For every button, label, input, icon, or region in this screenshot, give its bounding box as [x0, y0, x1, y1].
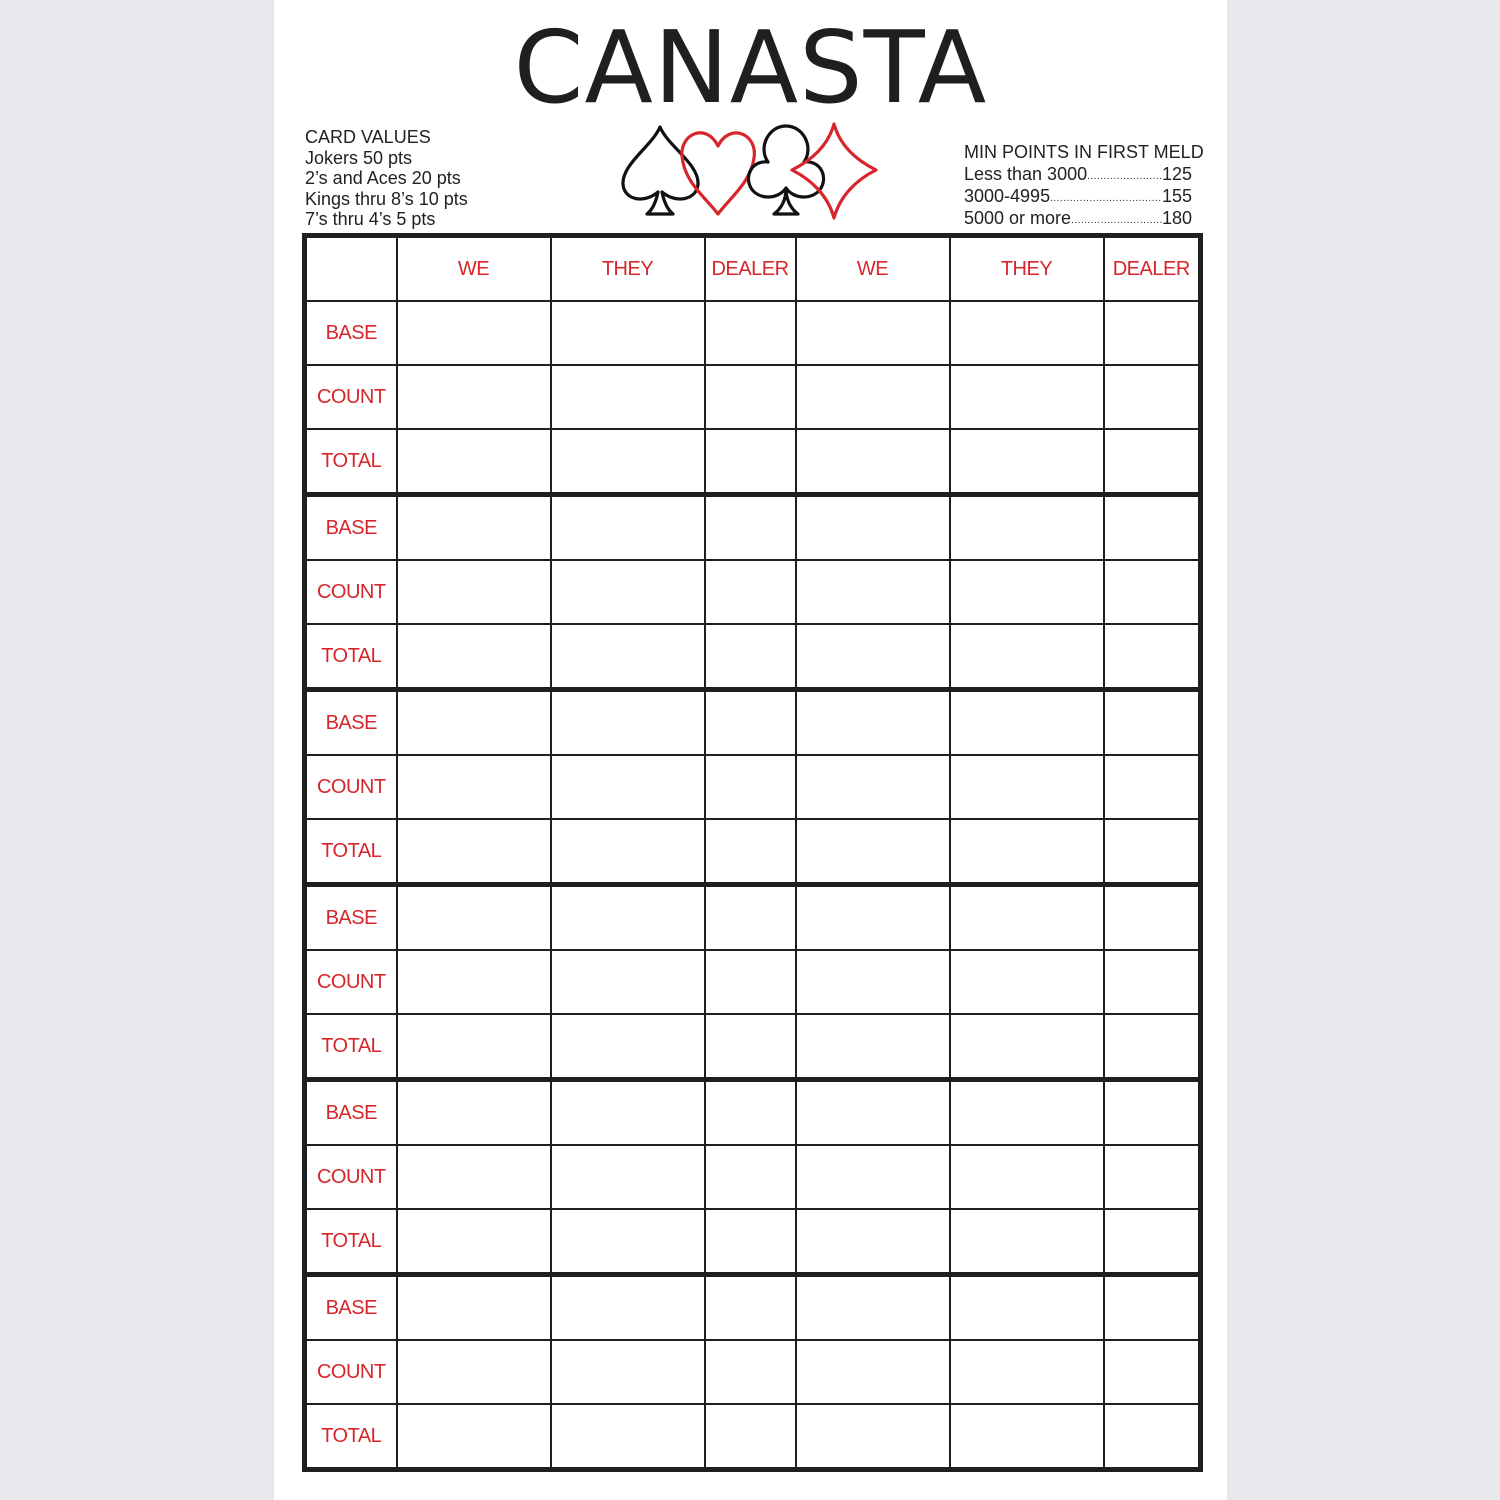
- score-cell[interactable]: [705, 365, 796, 429]
- score-cell[interactable]: [1104, 885, 1201, 951]
- row-label-total: TOTAL: [305, 429, 397, 495]
- score-cell[interactable]: [551, 885, 705, 951]
- card-value-line: Kings thru 8’s 10 pts: [305, 188, 468, 209]
- score-cell[interactable]: [950, 429, 1104, 495]
- score-row: [305, 624, 1201, 690]
- score-cell[interactable]: [705, 1145, 796, 1209]
- row-label-base: BASE: [305, 1080, 397, 1146]
- score-cell[interactable]: [950, 1275, 1104, 1341]
- score-cell[interactable]: [1104, 819, 1201, 885]
- score-cell[interactable]: [1104, 950, 1201, 1014]
- score-cell[interactable]: [1104, 495, 1201, 561]
- score-cell[interactable]: [397, 1340, 551, 1404]
- min-points-value: 180: [1161, 208, 1192, 228]
- score-cell[interactable]: [950, 690, 1104, 756]
- score-cell[interactable]: [705, 1340, 796, 1404]
- score-cell[interactable]: [950, 624, 1104, 690]
- corner-cell: [305, 236, 397, 302]
- score-cell[interactable]: [397, 429, 551, 495]
- score-cell[interactable]: [551, 365, 705, 429]
- score-cell[interactable]: [1104, 624, 1201, 690]
- score-cell[interactable]: [1104, 1404, 1201, 1470]
- score-row: [305, 1080, 1201, 1146]
- score-cell[interactable]: [1104, 1080, 1201, 1146]
- page-title: CANASTA: [513, 9, 988, 126]
- score-row: [305, 1275, 1201, 1341]
- score-cell[interactable]: [796, 755, 950, 819]
- score-row: [305, 1340, 1201, 1404]
- score-row: [305, 560, 1201, 624]
- score-cell[interactable]: [796, 1209, 950, 1275]
- score-cell[interactable]: [397, 301, 551, 365]
- score-cell[interactable]: [796, 1340, 950, 1404]
- row-label-base: BASE: [305, 690, 397, 756]
- score-table: [302, 233, 1203, 1472]
- column-header-they: THEY: [950, 236, 1104, 302]
- score-cell[interactable]: [551, 560, 705, 624]
- score-cell[interactable]: [705, 560, 796, 624]
- score-cell[interactable]: [796, 1080, 950, 1146]
- score-row: [305, 950, 1201, 1014]
- card-values-heading: CARD VALUES: [305, 127, 431, 147]
- min-points-heading: MIN POINTS IN FIRST MELD: [964, 142, 1204, 162]
- score-cell[interactable]: [705, 624, 796, 690]
- score-cell[interactable]: [705, 1014, 796, 1080]
- min-points-label: 5000 or more: [964, 208, 1072, 228]
- score-sheet: [274, 0, 1227, 1500]
- score-cell[interactable]: [1104, 1014, 1201, 1080]
- score-cell[interactable]: [397, 365, 551, 429]
- score-row: [305, 1145, 1201, 1209]
- suits-logo: [618, 118, 882, 220]
- score-cell[interactable]: [551, 819, 705, 885]
- score-row: [305, 690, 1201, 756]
- column-header-dealer: DEALER: [705, 236, 796, 302]
- score-cell[interactable]: [950, 755, 1104, 819]
- score-row: [305, 1404, 1201, 1470]
- row-label-total: TOTAL: [305, 1014, 397, 1080]
- score-cell[interactable]: [397, 690, 551, 756]
- min-points-legend: [964, 141, 1204, 229]
- min-points-label: 3000-4995: [964, 186, 1051, 206]
- min-points-row: [964, 185, 1192, 207]
- score-cell[interactable]: [705, 690, 796, 756]
- row-label-count: COUNT: [305, 560, 397, 624]
- score-cell[interactable]: [705, 1209, 796, 1275]
- score-cell[interactable]: [705, 301, 796, 365]
- score-cell[interactable]: [796, 301, 950, 365]
- score-cell[interactable]: [1104, 755, 1201, 819]
- score-cell[interactable]: [397, 885, 551, 951]
- score-cell[interactable]: [796, 560, 950, 624]
- score-cell[interactable]: [950, 301, 1104, 365]
- score-cell[interactable]: [551, 950, 705, 1014]
- min-points-value: 125: [1161, 164, 1192, 184]
- score-cell[interactable]: [950, 365, 1104, 429]
- score-cell[interactable]: [705, 429, 796, 495]
- score-cell[interactable]: [397, 1080, 551, 1146]
- dot-leader: [1050, 191, 1162, 207]
- row-label-count: COUNT: [305, 1145, 397, 1209]
- score-cell[interactable]: [950, 1340, 1104, 1404]
- score-row: [305, 1209, 1201, 1275]
- score-cell[interactable]: [950, 1145, 1104, 1209]
- score-row: [305, 885, 1201, 951]
- score-cell[interactable]: [1104, 301, 1201, 365]
- score-cell[interactable]: [551, 1145, 705, 1209]
- score-cell[interactable]: [705, 819, 796, 885]
- score-cell[interactable]: [1104, 690, 1201, 756]
- score-cell[interactable]: [1104, 365, 1201, 429]
- score-row: [305, 755, 1201, 819]
- score-cell[interactable]: [1104, 429, 1201, 495]
- score-cell[interactable]: [796, 624, 950, 690]
- score-cell[interactable]: [950, 495, 1104, 561]
- score-cell[interactable]: [551, 1275, 705, 1341]
- score-cell[interactable]: [950, 950, 1104, 1014]
- row-label-count: COUNT: [305, 950, 397, 1014]
- score-cell[interactable]: [950, 1080, 1104, 1146]
- score-cell[interactable]: [551, 1209, 705, 1275]
- score-cell[interactable]: [796, 1404, 950, 1470]
- score-cell[interactable]: [796, 690, 950, 756]
- row-label-base: BASE: [305, 301, 397, 365]
- score-cell[interactable]: [796, 885, 950, 951]
- score-row: [305, 365, 1201, 429]
- min-points-value: 155: [1161, 186, 1192, 206]
- row-label-total: TOTAL: [305, 1404, 397, 1470]
- score-cell[interactable]: [796, 1275, 950, 1341]
- score-cell[interactable]: [950, 819, 1104, 885]
- score-cell[interactable]: [950, 560, 1104, 624]
- score-cell[interactable]: [950, 1209, 1104, 1275]
- score-cell[interactable]: [551, 1340, 705, 1404]
- score-cell[interactable]: [705, 1404, 796, 1470]
- score-cell[interactable]: [796, 429, 950, 495]
- score-cell[interactable]: [397, 1404, 551, 1470]
- score-cell[interactable]: [551, 495, 705, 561]
- column-header-dealer: DEALER: [1104, 236, 1201, 302]
- min-points-row: [964, 207, 1192, 229]
- score-cell[interactable]: [551, 301, 705, 365]
- score-cell[interactable]: [397, 755, 551, 819]
- row-label-base: BASE: [305, 885, 397, 951]
- score-cell[interactable]: [397, 624, 551, 690]
- score-row: [305, 495, 1201, 561]
- score-cell[interactable]: [950, 885, 1104, 951]
- score-cell[interactable]: [950, 1014, 1104, 1080]
- score-row: [305, 429, 1201, 495]
- score-cell[interactable]: [1104, 1340, 1201, 1404]
- card-value-line: 2’s and Aces 20 pts: [305, 168, 461, 188]
- score-cell[interactable]: [397, 1275, 551, 1341]
- row-label-base: BASE: [305, 1275, 397, 1341]
- score-cell[interactable]: [705, 1080, 796, 1146]
- min-points-row: [964, 163, 1192, 185]
- score-row: [305, 1014, 1201, 1080]
- score-cell[interactable]: [551, 429, 705, 495]
- score-cell[interactable]: [950, 1404, 1104, 1470]
- score-row: [305, 819, 1201, 885]
- column-header-we: WE: [397, 236, 551, 302]
- row-label-count: COUNT: [305, 365, 397, 429]
- score-cell[interactable]: [796, 819, 950, 885]
- score-cell[interactable]: [796, 365, 950, 429]
- min-points-label: Less than 3000: [964, 164, 1088, 184]
- score-cell[interactable]: [796, 950, 950, 1014]
- column-header-they: THEY: [551, 236, 705, 302]
- row-label-total: TOTAL: [305, 1209, 397, 1275]
- score-row: [305, 301, 1201, 365]
- score-cell[interactable]: [551, 1404, 705, 1470]
- dot-leader: [1087, 169, 1162, 185]
- score-cell[interactable]: [397, 1209, 551, 1275]
- score-cell[interactable]: [551, 1080, 705, 1146]
- score-cell[interactable]: [705, 495, 796, 561]
- row-label-count: COUNT: [305, 1340, 397, 1404]
- column-header-we: WE: [796, 236, 950, 302]
- score-cell[interactable]: [397, 1014, 551, 1080]
- score-cell[interactable]: [397, 1145, 551, 1209]
- score-cell[interactable]: [397, 819, 551, 885]
- score-cell[interactable]: [796, 1145, 950, 1209]
- score-cell[interactable]: [796, 495, 950, 561]
- score-cell[interactable]: [705, 755, 796, 819]
- score-cell[interactable]: [551, 690, 705, 756]
- score-cell[interactable]: [397, 495, 551, 561]
- score-cell[interactable]: [796, 1014, 950, 1080]
- card-value-line: 7’s thru 4’s 5 pts: [305, 209, 436, 229]
- score-cell[interactable]: [551, 624, 705, 690]
- row-label-total: TOTAL: [305, 624, 397, 690]
- score-cell[interactable]: [705, 885, 796, 951]
- card-values-legend: [305, 127, 468, 230]
- header-row: [305, 236, 1201, 302]
- score-cell[interactable]: [551, 755, 705, 819]
- card-value-line: Jokers 50 pts: [305, 147, 413, 168]
- score-cell[interactable]: [1104, 1275, 1201, 1341]
- row-label-base: BASE: [305, 495, 397, 561]
- score-cell[interactable]: [1104, 560, 1201, 624]
- row-label-count: COUNT: [305, 755, 397, 819]
- score-cell[interactable]: [1104, 1209, 1201, 1275]
- dot-leader: [1071, 213, 1162, 229]
- score-cell[interactable]: [1104, 1145, 1201, 1209]
- score-cell[interactable]: [551, 1014, 705, 1080]
- heart-icon: [682, 133, 754, 214]
- score-cell[interactable]: [705, 1275, 796, 1341]
- club-icon: [748, 126, 823, 214]
- score-cell[interactable]: [705, 950, 796, 1014]
- score-cell[interactable]: [397, 560, 551, 624]
- row-label-total: TOTAL: [305, 819, 397, 885]
- score-cell[interactable]: [397, 950, 551, 1014]
